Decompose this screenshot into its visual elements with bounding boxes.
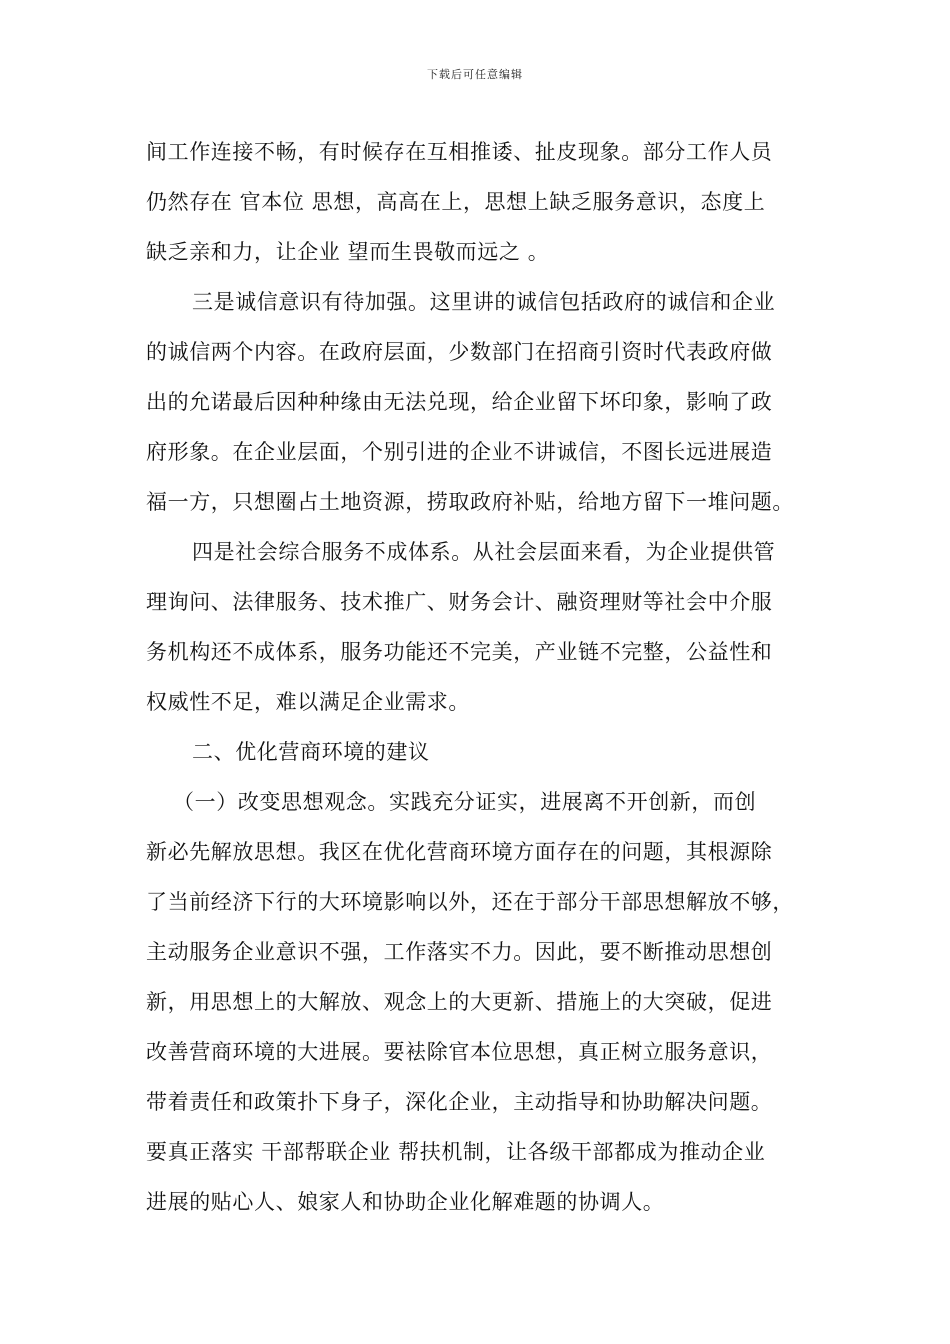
text-line: 四是社会综合服务不成体系。从社会层面来看，为企业提供管 [192,540,776,564]
text-line: 缺乏亲和力，让企业 望而生畏敬而远之 。 [146,240,550,264]
text-line: 主动服务企业意识不强，工作落实不力。因此，要不断推动思想创 [146,940,773,964]
text-line: 进展的贴心人、娘家人和协助企业化解难题的协调人。 [146,1190,665,1214]
document-body [146,134,826,1234]
text-line: （一）改变思想观念。实践充分证实，进展离不开创新，而创 [173,790,757,814]
text-line: 福一方，只想圈占土地资源，捞取政府补贴，给地方留下一堆问题。 [146,490,794,514]
text-line: 了当前经济下行的大环境影响以外，还在于部分干部思想解放不够， [146,890,794,914]
text-line: 府形象。在企业层面，个别引进的企业不讲诚信，不图长远进展造 [146,440,773,464]
text-line: 改善营商环境的大进展。要袪除官本位思想，真正树立服务意识， [146,1040,773,1064]
text-line: 务机构还不成体系，服务功能还不完美，产业链不完整，公益性和 [146,640,773,664]
text-line: 理询问、法律服务、技术推广、财务会计、融资理财等社会中介服 [146,590,773,614]
page-header-note: 下载后可任意编辑 [427,68,523,81]
text-line: 要真正落实 干部帮联企业 帮扶机制，让各级干部都成为推动企业 [146,1140,766,1164]
text-line: 新，用思想上的大解放、观念上的大更新、措施上的大突破，促进 [146,990,773,1014]
text-line: 三是诚信意识有待加强。这里讲的诚信包括政府的诚信和企业 [192,290,776,314]
text-line: 权威性不足，难以满足企业需求。 [146,690,470,714]
section-heading: 二、优化营商环境的建议 [192,740,430,764]
text-line: 仍然存在 官本位 思想，高高在上，思想上缺乏服务意识，态度上 [146,190,766,214]
text-line: 的诚信两个内容。在政府层面，少数部门在招商引资时代表政府做 [146,340,773,364]
text-line: 出的允诺最后因种种缘由无法兑现，给企业留下坏印象，影响了政 [146,390,773,414]
text-line: 新必先解放思想。我区在优化营商环境方面存在的问题，其根源除 [146,840,773,864]
text-line: 带着责任和政策扑下身子，深化企业，主动指导和协助解决问题。 [146,1090,773,1114]
text-line: 间工作连接不畅，有时候存在互相推诿、扯皮现象。部分工作人员 [146,140,773,164]
